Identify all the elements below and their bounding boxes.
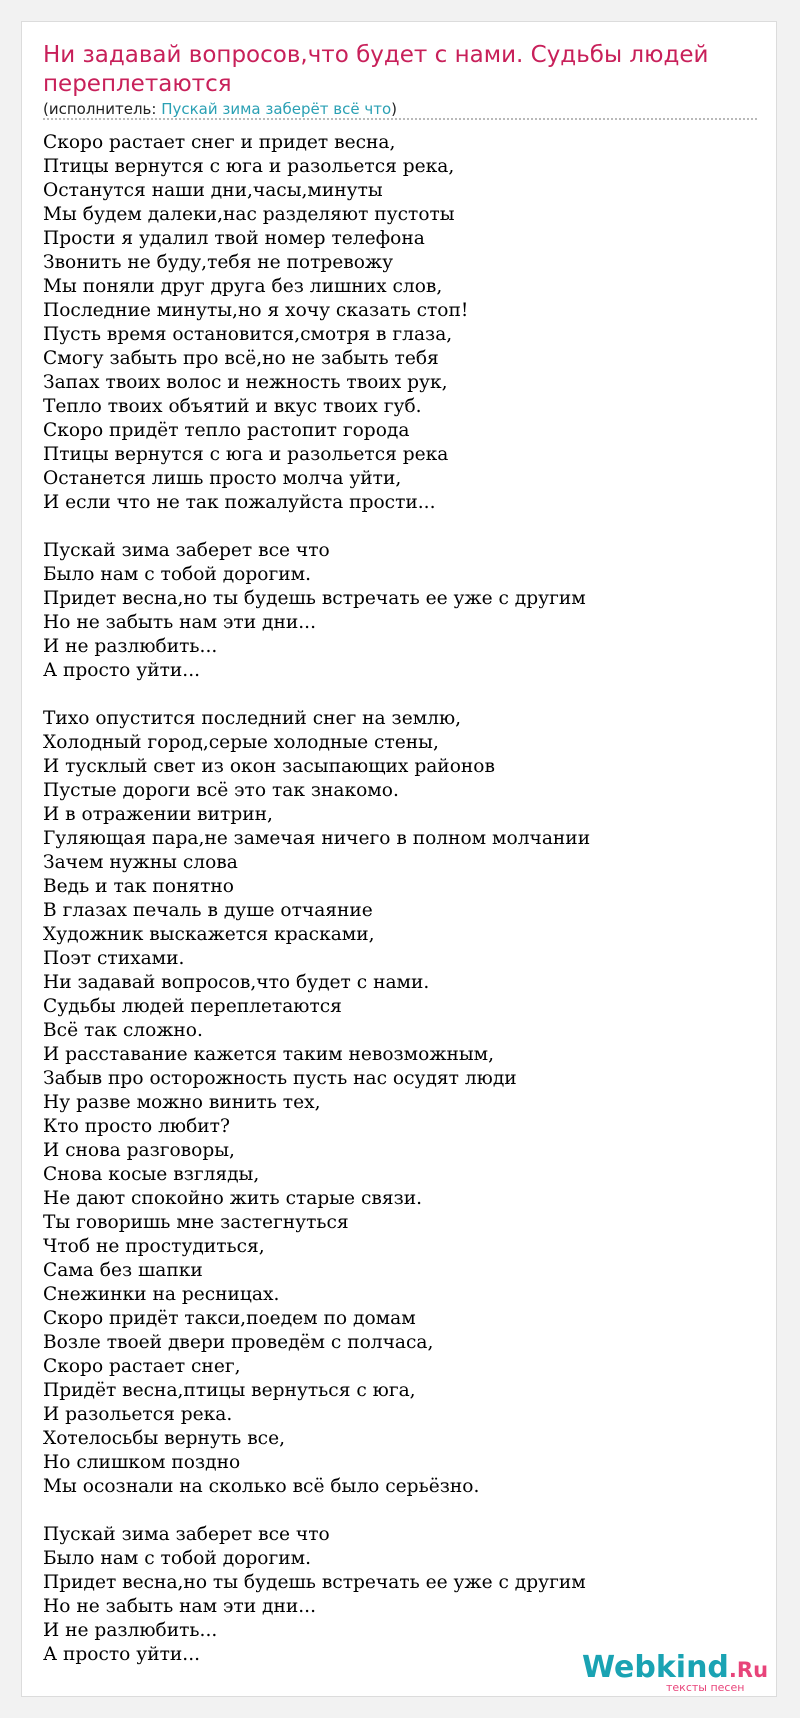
lyric-line: И расставание кажется таким невозможным, [43, 1044, 495, 1065]
lyric-line: Звонить не буду,тебя не потревожу [43, 252, 394, 273]
lyric-line: Сама без шапки [43, 1260, 203, 1281]
lyric-line: И тусклый свет из окон засыпающих районов [43, 756, 495, 777]
lyric-line: Ты говоришь мне застегнуться [43, 1212, 349, 1233]
lyric-line: И если что не так пожалуйста прости... [43, 492, 436, 513]
lyric-line: Придет весна,но ты будешь встречать ее уже с другим [43, 1572, 586, 1593]
lyric-line: Тепло твоих объятий и вкус твоих губ. [43, 396, 422, 417]
lyric-line: В глазах печаль в душе отчаяние [43, 900, 373, 921]
lyric-line: Хотелосьбы вернуть все, [43, 1428, 285, 1449]
lyric-line: Пускай зима заберет все что [43, 540, 330, 561]
lyric-line: Холодный город,серые холодные стены, [43, 732, 439, 753]
lyric-line: Не дают спокойно жить старые связи. [43, 1188, 423, 1209]
lyric-line: Снова косые взгляды, [43, 1164, 260, 1185]
lyric-line: Было нам с тобой дорогим. [43, 564, 311, 585]
lyric-line: Мы поняли друг друга без лишних слов, [43, 276, 443, 297]
lyric-line: Пусть время остановится,смотря в глаза, [43, 324, 453, 345]
stanza [43, 131, 763, 515]
lyric-line: Прости я удалил твой номер телефона [43, 228, 425, 249]
lyric-line: Пустые дороги всё это так знакомо. [43, 780, 399, 801]
lyric-line: Запах твоих волос и нежность твоих рук, [43, 372, 448, 393]
lyric-line: Последние минуты,но я хочу сказать стоп! [43, 300, 469, 321]
lyric-line: Птицы вернутся с юга и разольется река [43, 444, 449, 465]
lyric-line: Ведь и так понятно [43, 876, 234, 897]
lyric-line: Пускай зима заберет все что [43, 1524, 330, 1545]
lyric-line: Судьбы людей переплетаются [43, 996, 342, 1017]
lyric-line: Смогу забыть про всё,но не забыть тебя [43, 348, 439, 369]
stanza [43, 1523, 763, 1667]
logo-tld: .Ru [728, 1658, 769, 1682]
artist-prefix: (исполнитель: [43, 100, 162, 118]
webkind-logo [582, 1650, 772, 1694]
lyric-line: Снежинки на ресницах. [43, 1284, 280, 1305]
lyric-line: Мы осознали на сколько всё было серьёзно. [43, 1476, 480, 1497]
lyric-line: Ну разве можно винить тех, [43, 1092, 321, 1113]
lyric-line: Но не забыть нам эти дни... [43, 612, 316, 633]
logo-tagline: тексты песен [666, 1681, 745, 1694]
lyric-line: Зачем нужны слова [43, 852, 238, 873]
lyric-line: Останется лишь просто молча уйти, [43, 468, 402, 489]
artist-line [43, 100, 397, 118]
lyric-line: Возле твоей двери проведём с полчаса, [43, 1332, 434, 1353]
lyric-line: И не разлюбить... [43, 1620, 218, 1641]
lyric-line: Чтоб не простудиться, [43, 1236, 265, 1257]
lyric-line: Всё так сложно. [43, 1020, 203, 1041]
title-separator [43, 118, 757, 120]
lyric-line: Придет весна,но ты будешь встречать ее уже с другим [43, 588, 586, 609]
lyric-line: Художник выскажется красками, [43, 924, 375, 945]
lyric-line: А просто уйти... [43, 1644, 201, 1665]
lyric-line: Птицы вернутся с юга и разольется река, [43, 156, 455, 177]
lyric-line: Скоро растает снег и придет весна, [43, 132, 396, 153]
lyric-line: Забыв про осторожность пусть нас осудят люди [43, 1068, 517, 1089]
logo-brand: Webkind [582, 1650, 729, 1685]
lyric-line: Кто просто любит? [43, 1116, 230, 1137]
lyric-line: Но слишком поздно [43, 1452, 241, 1473]
lyric-line: И снова разговоры, [43, 1140, 235, 1161]
lyric-line: Тихо опустится последний снег на землю, [43, 708, 462, 729]
stanza [43, 539, 763, 683]
song-title: Ни задавай вопросов,что будет с нами. Судьбы людей переплетаются [43, 42, 709, 97]
lyric-line: Поэт стихами. [43, 948, 185, 969]
lyric-line: Гуляющая пара,не замечая ничего в полном молчании [43, 828, 591, 849]
lyric-line: Скоро придёт такси,поедем по домам [43, 1308, 416, 1329]
lyrics-card [21, 21, 777, 1697]
lyric-line: Но не забыть нам эти дни... [43, 1596, 316, 1617]
artist-suffix: ) [391, 100, 397, 118]
lyric-line: Ни задавай вопросов,что будет с нами. [43, 972, 430, 993]
lyric-line: И не разлюбить... [43, 636, 218, 657]
stanza [43, 707, 763, 1499]
lyric-line: Придёт весна,птицы вернуться с юга, [43, 1380, 416, 1401]
lyric-line: И разольется река. [43, 1404, 233, 1425]
lyric-line: Скоро растает снег, [43, 1356, 241, 1377]
lyric-line: Скоро придёт тепло растопит города [43, 420, 410, 441]
lyric-line: Было нам с тобой дорогим. [43, 1548, 311, 1569]
lyric-line: И в отражении витрин, [43, 804, 273, 825]
lyric-line: А просто уйти... [43, 660, 201, 681]
lyric-line: Останутся наши дни,часы,минуты [43, 180, 383, 201]
artist-link[interactable]: Пускай зима заберёт всё что [161, 100, 392, 118]
lyrics-text [43, 131, 763, 1691]
lyric-line: Мы будем далеки,нас разделяют пустоты [43, 204, 455, 225]
